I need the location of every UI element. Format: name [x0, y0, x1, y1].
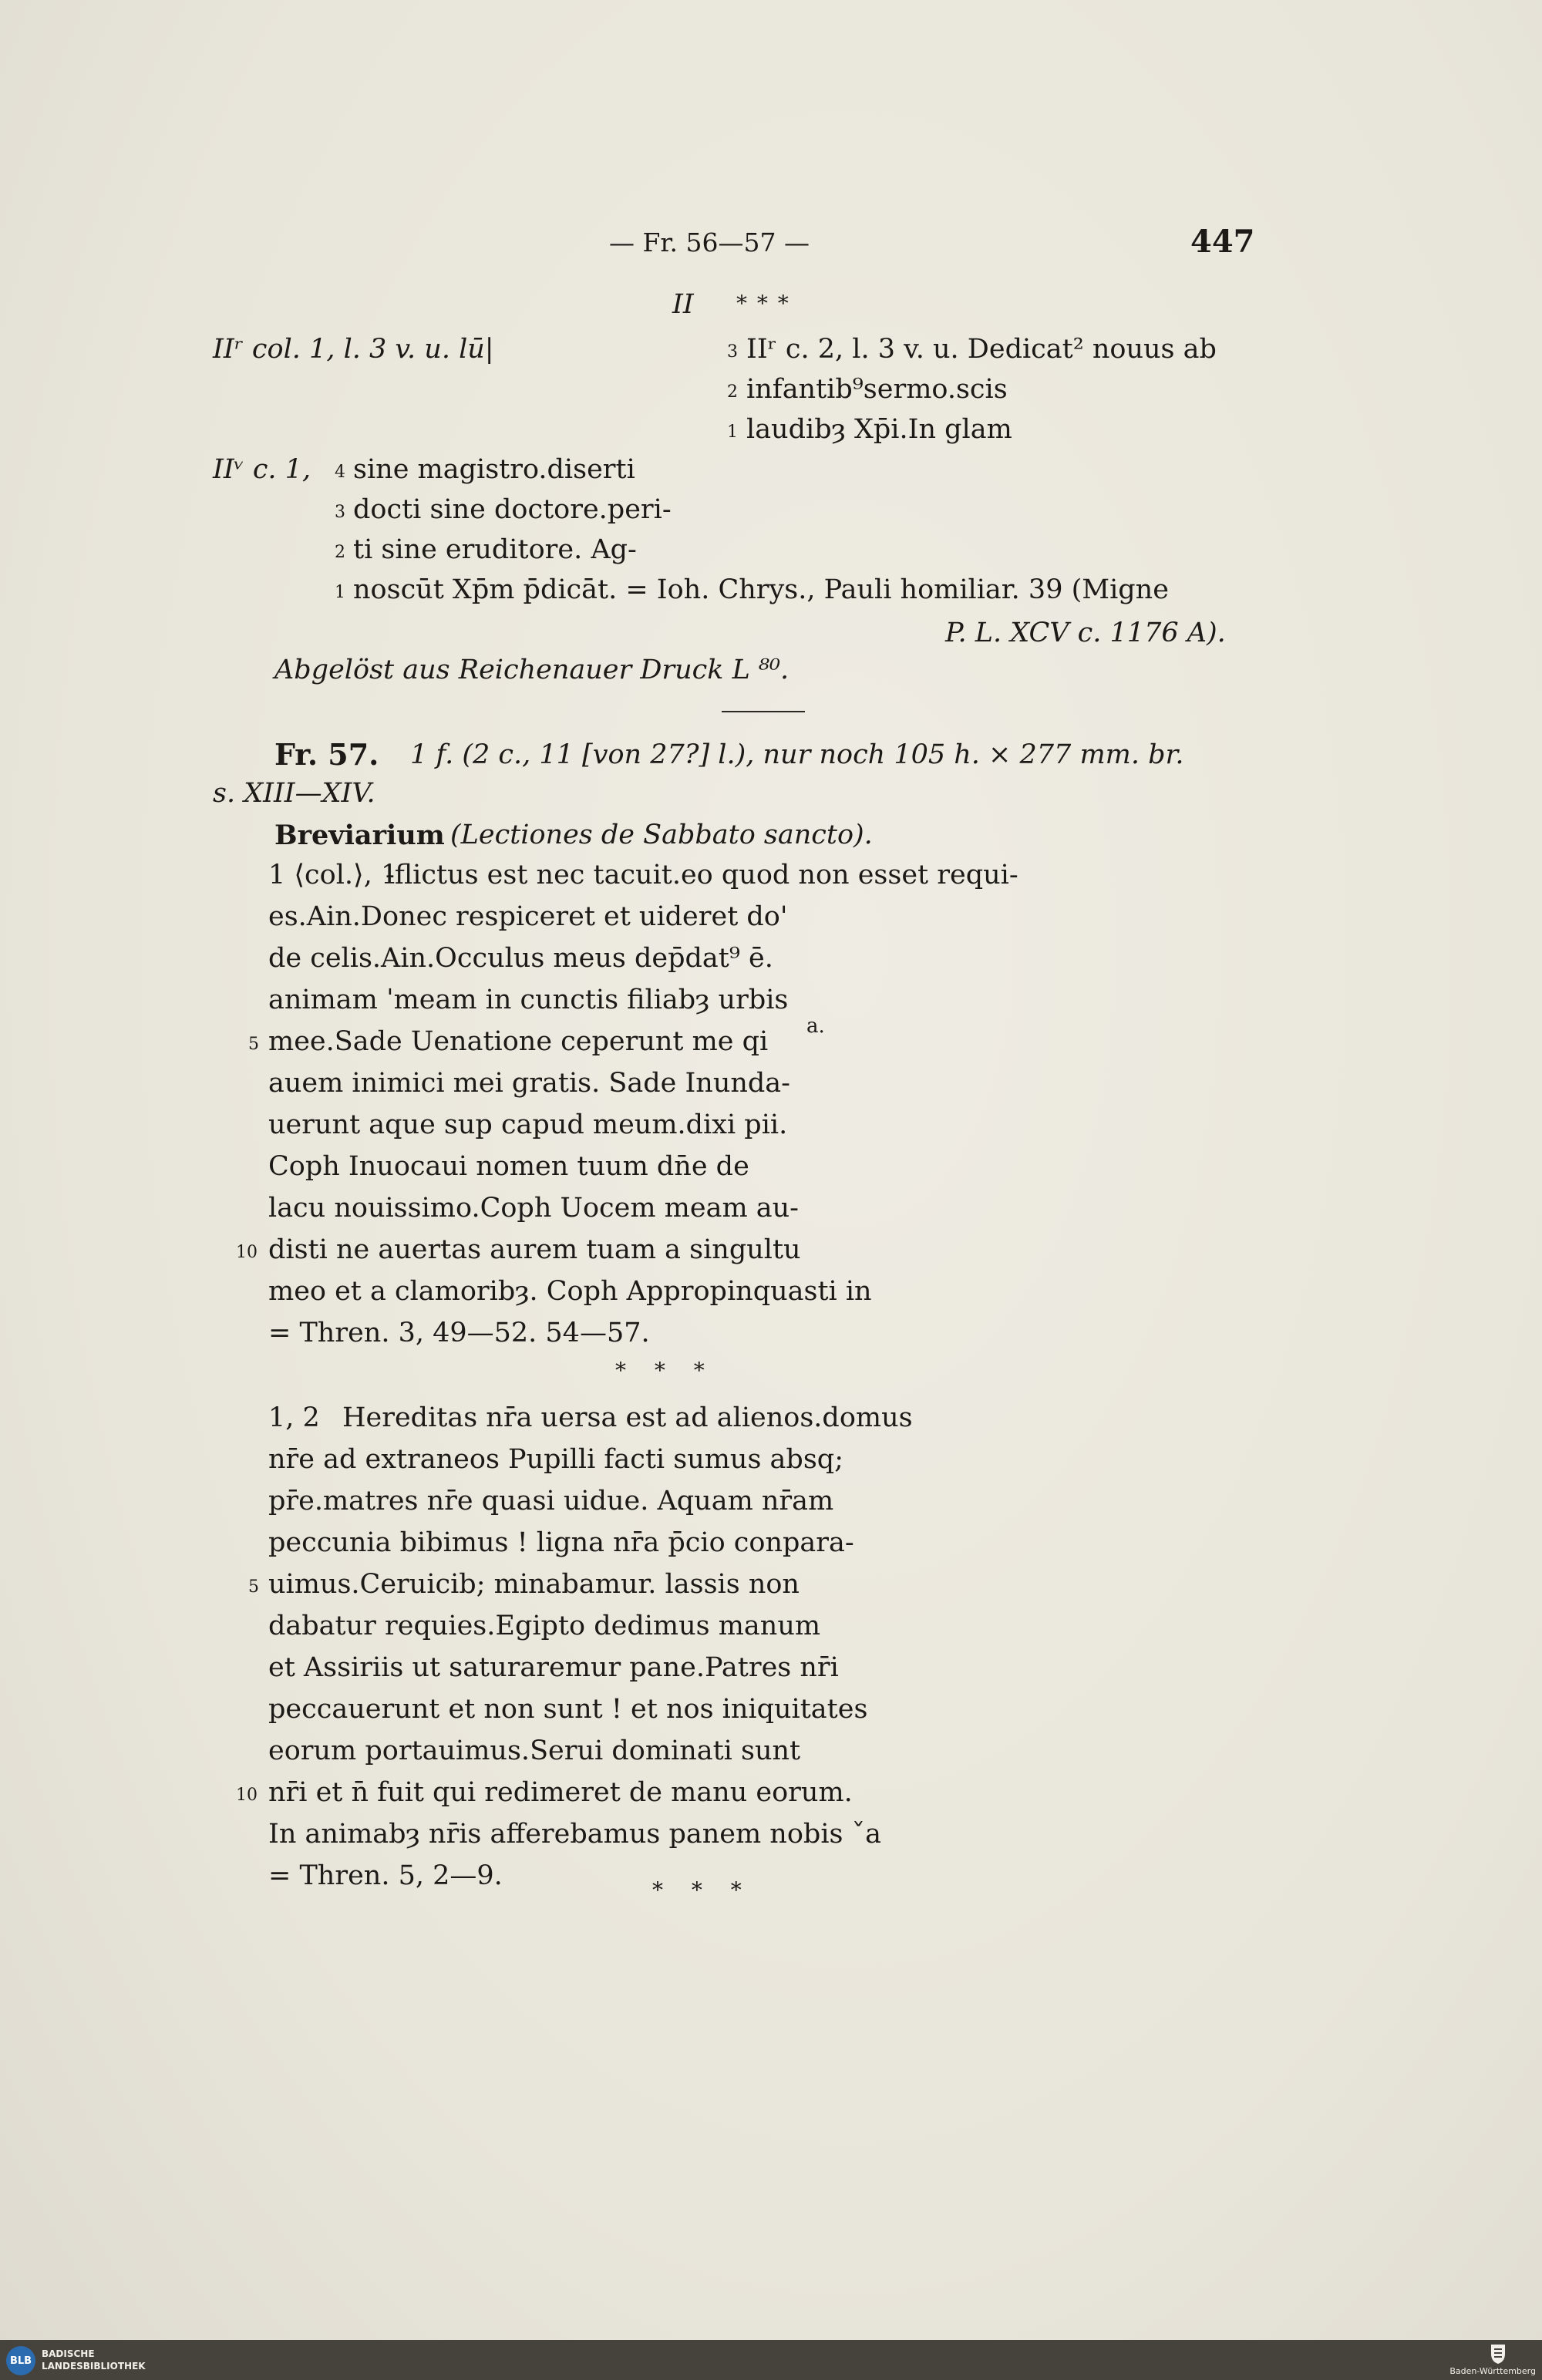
line-number: 5	[248, 1577, 259, 1597]
verso-continuation: P. L. XCV c. 1176 A).	[945, 618, 1226, 648]
line-number: 10	[236, 1786, 258, 1805]
verso-line: noscūt Xp̄m p̄dicāt. = Ioh. Chrys., Pauli homiliar. 39 (Migne	[353, 574, 1169, 605]
block1-line: disti ne auertas aurem tuam a singultu	[268, 1234, 801, 1265]
breviarium-title: Breviarium	[274, 820, 445, 851]
block2-line: peccauerunt et non sunt ! et nos iniquitates	[268, 1694, 868, 1725]
blb-logo: BLB	[6, 2346, 35, 2375]
fr57-heading: Fr. 57.	[274, 737, 379, 772]
block1-line: uerunt aque sup capud meum.dixi pii.	[268, 1109, 788, 1140]
left-col-label: IIʳ col. 1, l. 3 v. u. lū|	[213, 334, 494, 365]
block2-line: Hereditas nr̄a uersa est ad alienos.domus	[342, 1402, 913, 1433]
block1-line: es.Ain.Donec respiceret et uideret do'	[268, 901, 788, 932]
line-number: 5	[248, 1035, 259, 1054]
line-number: 3	[727, 342, 738, 362]
verso-line: docti sine doctore.peri-	[353, 494, 672, 525]
block2-line: peccunia bibimus ! ligna nr̄a p̄cio conpara-	[268, 1527, 854, 1558]
block2-line: In animabȝ nr̄is afferebamus panem nobis ˇa	[268, 1819, 881, 1850]
line-number: 4	[335, 463, 345, 482]
block1-label: 1 ⟨col.⟩, 1	[268, 860, 399, 890]
line-number: 1	[335, 583, 345, 602]
provenance-note: Abgelöst aus Reichenauer Druck L ⁸⁰.	[274, 655, 790, 685]
block1-line: lacu nouissimo.Coph Uocem meam au-	[268, 1193, 800, 1224]
fr57-description: 1 f. (2 c., 11 [von 27?] l.), nur noch 105 h. × 277 mm. br.	[410, 739, 1184, 770]
block2-line: nr̄e ad extraneos Pupilli facti sumus absq;	[268, 1444, 843, 1475]
library-name-line1: BADISCHE	[42, 2348, 95, 2359]
block1-line: meo et a clamoribȝ. Coph Appropinquasti in	[268, 1276, 872, 1307]
interlinear-superscript: a.	[806, 1015, 825, 1038]
library-name	[42, 2348, 146, 2372]
verso-line: ti sine eruditore. Ag-	[353, 534, 637, 565]
block1-line: auem inimici mei gratis. Sade Inunda-	[268, 1068, 790, 1099]
line-number: 10	[236, 1243, 258, 1262]
footer-bar	[0, 2340, 1542, 2380]
block2-line: dabatur requies.Egipto dedimus manum	[268, 1611, 821, 1641]
block2-label: 1, 2	[268, 1402, 320, 1433]
coat-of-arms-icon	[1490, 2343, 1507, 2365]
section-ii: II	[672, 289, 694, 320]
asterism-top: * * *	[736, 291, 790, 316]
block1-reference: = Thren. 3, 49—52. 54—57.	[268, 1318, 650, 1348]
line-number: 2	[727, 382, 738, 402]
right-col-line: infantib⁹sermo.scis	[746, 374, 1008, 405]
block1-line: de celis.Ain.Occulus meus dep̄dat⁹ ē.	[268, 943, 773, 974]
block2-line: eorum portauimus.Serui dominati sunt	[268, 1735, 801, 1766]
breviarium-subtitle: (Lectiones de Sabbato sancto).	[450, 820, 873, 850]
block1-line: mee.Sade Uenatione ceperunt me qi	[268, 1026, 769, 1057]
verso-line: sine magistro.diserti	[353, 454, 635, 485]
block2-line: uimus.Ceruicib; minabamur. lassis non	[268, 1569, 800, 1600]
state-label: Baden-Württemberg	[1449, 2366, 1536, 2376]
block1-line: -flictus est nec tacuit.eo quod non esset requi-	[386, 860, 1018, 890]
block2-line: et Assiriis ut saturaremur pane.Patres nr̄i	[268, 1652, 839, 1683]
block2-line: pr̄e.matres nr̄e quasi uidue. Aquam nr̄am	[268, 1486, 834, 1517]
line-number: 2	[335, 543, 345, 562]
line-number: 1	[727, 422, 738, 442]
block2-line: nr̄i et n̄ fuit qui redimeret de manu eorum.	[268, 1777, 853, 1808]
line-number: 3	[335, 503, 345, 522]
fr57-date: s. XIII—XIV.	[213, 778, 375, 809]
block2-reference: = Thren. 5, 2—9.	[268, 1860, 503, 1891]
right-col-line: laudibȝ Xp̄i.In glam	[746, 414, 1012, 445]
library-name-line2: LANDESBIBLIOTHEK	[42, 2361, 146, 2372]
page-number: 447	[1190, 224, 1255, 260]
asterism-end: * * *	[652, 1877, 752, 1903]
section-divider	[722, 711, 805, 712]
right-col-line: IIʳ c. 2, l. 3 v. u. Dedicat² nouus ab	[746, 334, 1217, 365]
running-title: — Fr. 56—57 —	[609, 227, 810, 258]
block1-line: Coph Inuocaui nomen tuum dn̄e de	[268, 1151, 749, 1182]
asterism-middle: * * *	[615, 1358, 715, 1383]
block1-line: animam ˈmeam in cunctis filiabȝ urbis	[268, 985, 789, 1015]
verso-label: IIᵛ c. 1,	[213, 454, 311, 485]
